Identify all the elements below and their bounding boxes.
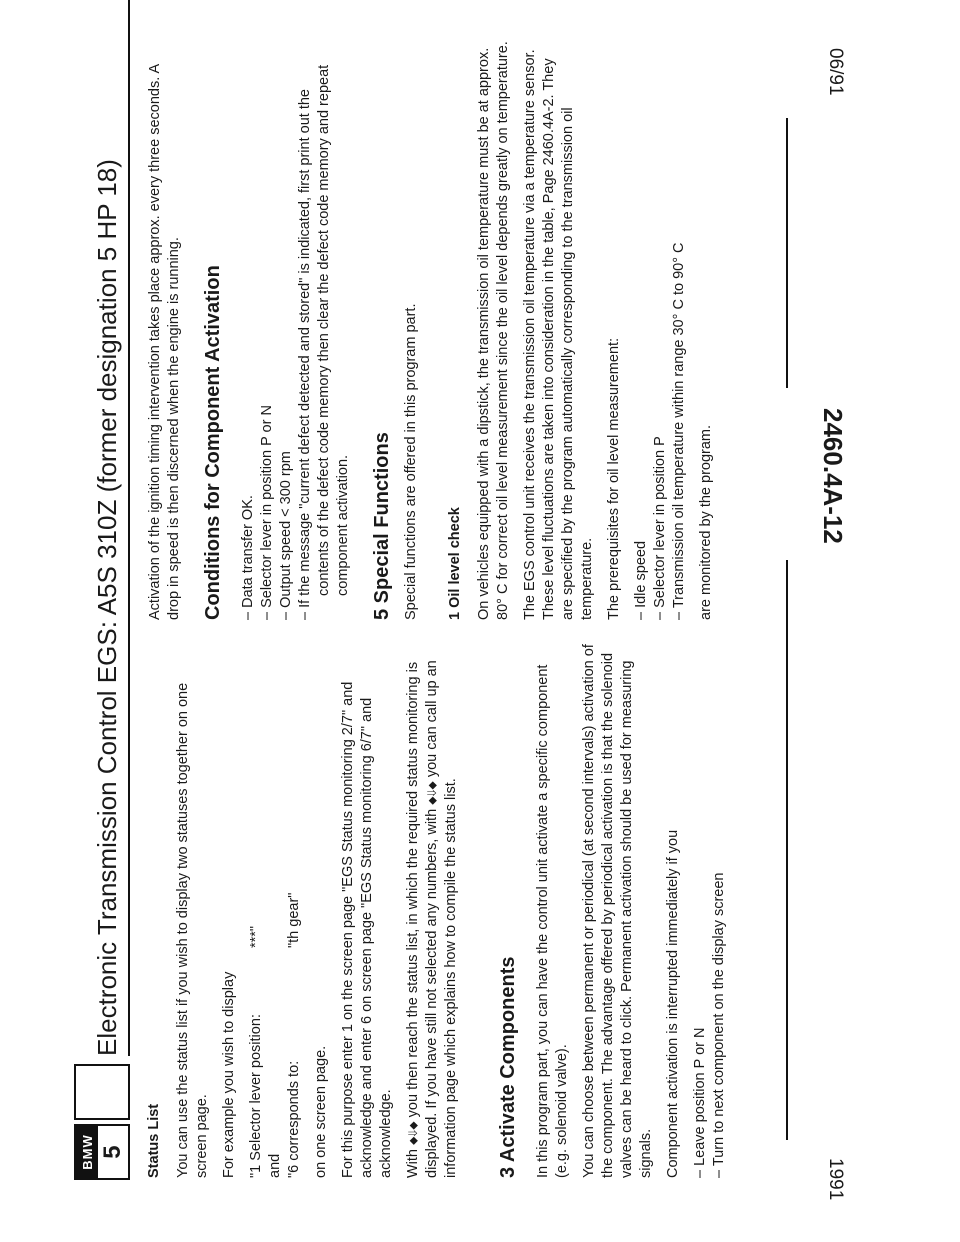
conditions-item-3: – Output speed < 300 rpm <box>278 451 294 620</box>
example-line1-label: "1 Selector lever position: <box>248 1014 264 1178</box>
oil-p4: are monitored by the program. <box>698 424 714 620</box>
right-column <box>146 40 724 620</box>
special-heading: 5 Special Functions <box>371 432 393 620</box>
status-list-p2: For example you wish to display <box>221 971 237 1178</box>
oil-item-1: – Idle speed <box>633 540 649 620</box>
activate-p2: You can choose between permanent or periodical (at second intervals) activation of the component. The advantage offered by periodical activation is that the solenoid valves can be heard to click. Permanent activation should be used for measuring signals. <box>581 640 654 1178</box>
oil-item-2: – Selector lever in position P <box>652 436 668 620</box>
activate-heading: 3 Activate Components <box>497 956 519 1178</box>
example-and: and <box>267 1153 283 1178</box>
bmw-logo <box>74 1124 130 1180</box>
page-title: Electronic Transmission Control EGS: A5S 310Z (former designation 5 HP 18) <box>92 159 122 1056</box>
intro-paragraph: Activation of the ignition timing intervention takes place approx. every three seconds. A drop in speed is then discerned when the engine is running. <box>147 60 182 620</box>
p5-c: you can call up an information page which explains how to compile the status list. <box>424 656 459 1178</box>
series-number: 5 <box>99 1145 126 1159</box>
status-list-p4: For this purpose enter 1 on the screen page "EGS Status monitoring 2/7" and acknowledge and enter 6 on screen page "EGS Status monitoring 6/7" and acknowledge. <box>340 677 394 1178</box>
status-list-heading: Status List <box>146 1103 162 1178</box>
oil-p3: The prerequisites for oil level measurement: <box>606 337 622 620</box>
down-arrow-icon: ⬥⇓⬥ <box>406 1121 420 1145</box>
conditions-item-2: – Selector lever in position P or N <box>259 405 275 620</box>
p5-a: With <box>405 1149 421 1178</box>
blank-box <box>74 1064 130 1120</box>
oil-p1: On vehicles equipped with a dipstick, the transmission oil temperature must be at approx. 80° C for correct oil level measurement since the oil level depends greatly on temperature. <box>476 41 511 620</box>
status-list-p5 <box>404 638 461 1178</box>
p5-b: you then reach the status list, in which the required status monitoring is displayed. If you have still not selected any numbers, with <box>405 657 440 1178</box>
activate-p1: In this program part, you can have the control unit activate a specific component (e.g. solenoid valve). <box>535 660 570 1178</box>
header-year: 1991 <box>825 1158 846 1201</box>
special-p1: Special functions are offered in this program part. <box>403 303 419 620</box>
example-line-1 <box>247 638 266 1178</box>
example-line1-value: ***" <box>248 925 264 948</box>
example-line2-label: "6 corresponds to: <box>286 1060 302 1178</box>
status-list-p3: on one screen page. <box>313 1045 329 1178</box>
header-page-code: 2460.4A-12 <box>818 408 848 544</box>
down-arrow-icon-2: ⬥⇓⬥ <box>425 781 439 805</box>
activate-item-2: – Turn to next component on the display screen <box>711 872 727 1178</box>
activate-item-1: – Leave position P or N <box>692 1027 708 1178</box>
oil-item-3: – Transmission oil temperature within range 30° C to 90° C <box>671 242 687 620</box>
example-line2-value: "th gear" <box>286 892 302 948</box>
conditions-item-4: – If the message "current defect detected and stored" is indicated, first print out the contents of the defect code memory then clear the defect code memory and repeat component activation. <box>297 64 351 620</box>
status-list-p1: You can use the status list if you wish to display two statuses together on one screen page. <box>175 678 210 1178</box>
left-column <box>146 638 729 1178</box>
header-date: 06/91 <box>825 48 846 96</box>
conditions-item-1: – Data transfer OK. <box>240 495 256 620</box>
oil-p2: The EGS control unit receives the transmission oil temperature via a temperature sensor. These level fluctuations are taken into consideration in the table, Page 2460.4A-2. They are specified by the program automatically corresponding to the transmission oil temperature. <box>522 45 595 620</box>
activate-p3: Component activation is interrupted immediately if you <box>665 829 681 1178</box>
conditions-heading: Conditions for Component Activation <box>202 265 224 620</box>
logo-group <box>74 1124 130 1180</box>
title-rule <box>128 0 130 1056</box>
example-line-2 <box>285 638 304 1178</box>
bmw-logo-text: BMW <box>76 1126 98 1178</box>
oil-heading: 1 Oil level check <box>447 507 463 620</box>
